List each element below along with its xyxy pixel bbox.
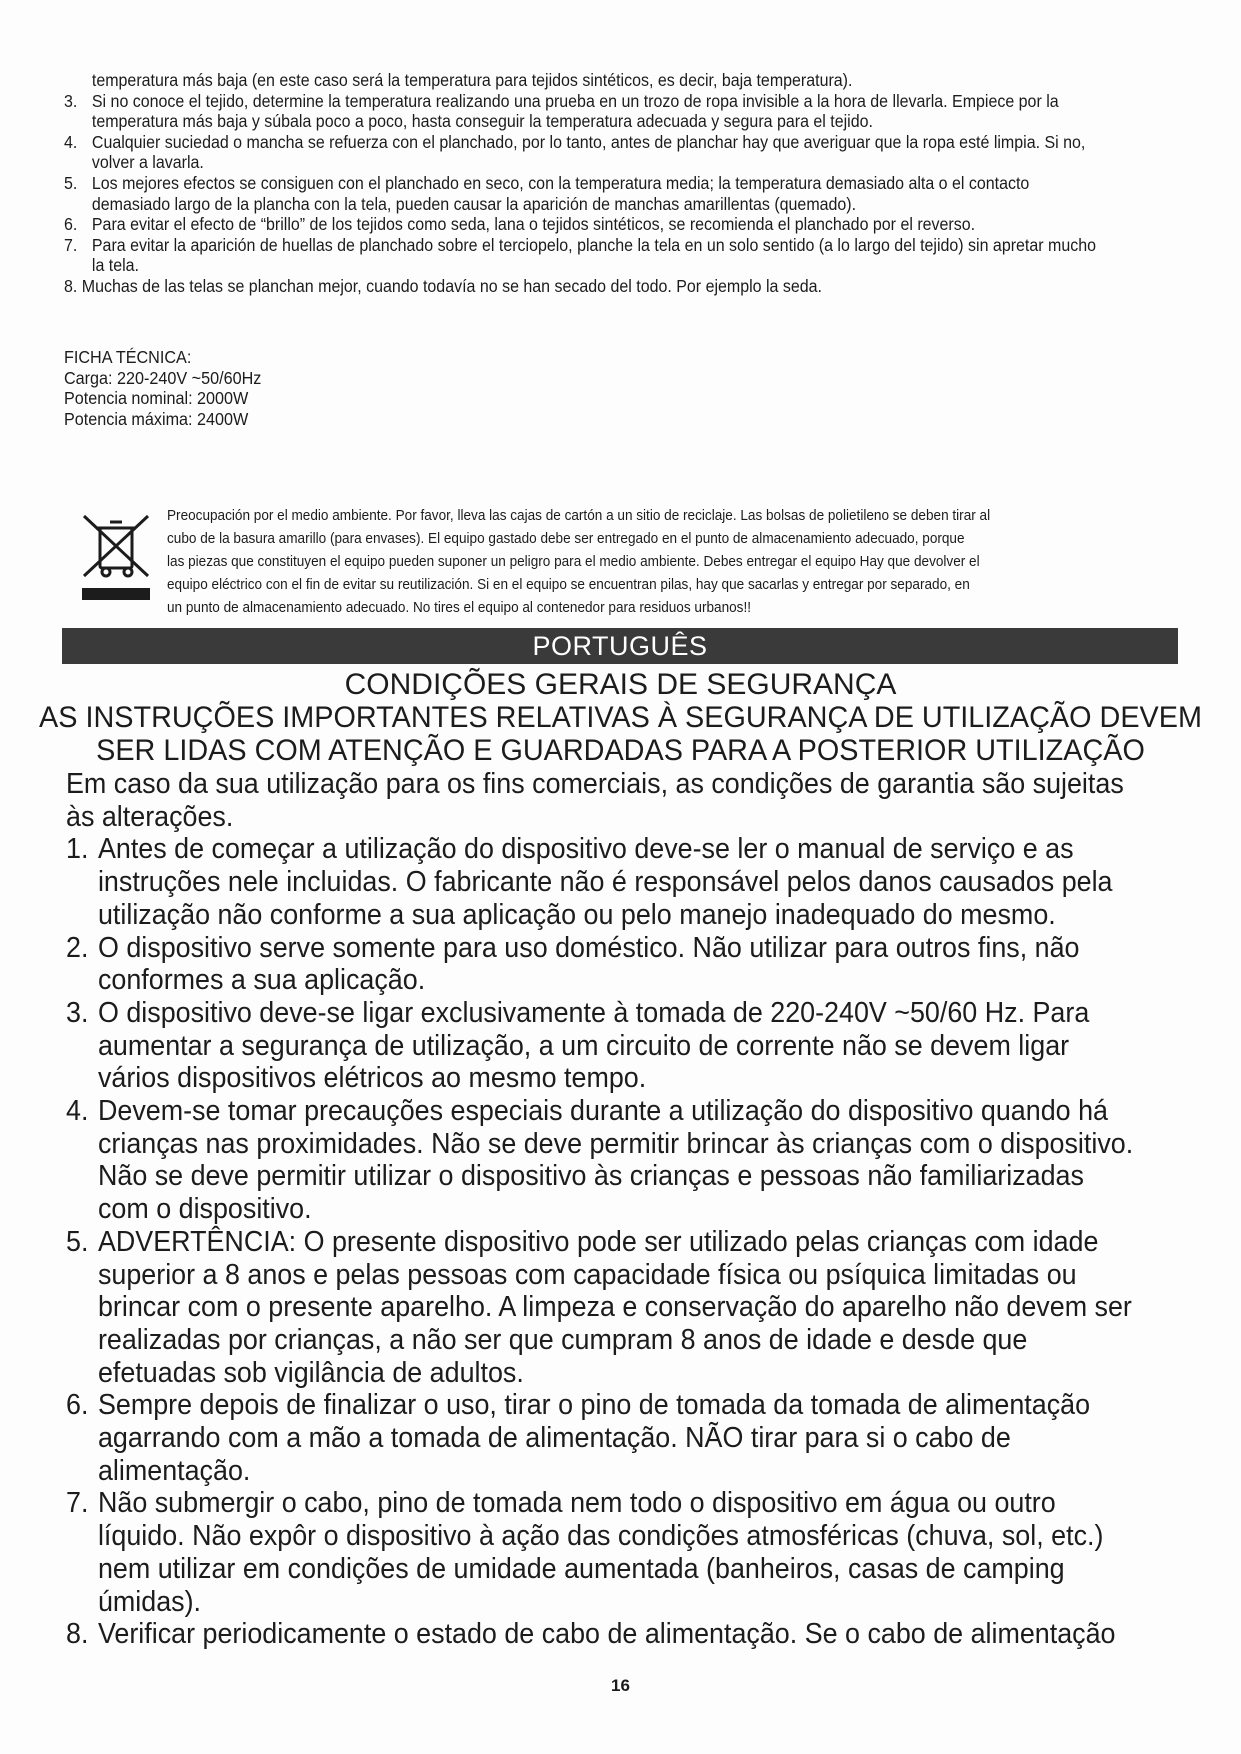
list-number: 7. — [64, 234, 78, 255]
list-number: 6. — [66, 1389, 89, 1422]
spanish-instructions — [64, 70, 1106, 297]
section-heading: CONDIÇÕES GERAIS DE SEGURANÇA — [344, 668, 897, 701]
language-section-bar: PORTUGUÊS — [62, 628, 1178, 664]
spec-nominal-power: Potencia nominal: 2000W — [64, 388, 249, 408]
list-text: Los mejores efectos se consiguen con el planchado en seco, con la temperatura media; la temperatura demasiado alta o el contacto demasiado largo de la plancha con la tela, pueden causar la aparición de manchas amarillentas (quemado). — [91, 172, 1030, 214]
list-text: Para evitar la aparición de huellas de planchado sobre el terciopelo, planche la tela en un solo sentido (a lo largo del tejido) sin apretar mucho la tela. — [91, 234, 1096, 276]
spec-voltage: Carga: 220-240V ~50/60Hz — [64, 367, 262, 388]
environment-line: Preocupación por el medio ambiente. Por favor, lleva las cajas de cartón a un sitio de reciclaje. Las bolsas de polietileno se deben tirar al — [167, 508, 991, 524]
list-number: 5. — [64, 172, 78, 193]
environment-line: las piezas que constituyen el equipo pueden suponer un peligro para el medio ambiente. Debes entregar el equipo Hay que devolver el — [167, 554, 980, 570]
list-text: Para evitar el efecto de “brillo” de los tejidos como seda, lana o tejidos sintéticos, se recomienda el planchado por el reverso. — [91, 214, 976, 235]
technical-sheet — [64, 347, 261, 429]
technical-sheet-title: FICHA TÉCNICA: — [64, 347, 192, 367]
list-text: Cualquier suciedad o mancha se refuerza con el planchado, por lo tanto, antes de planchar hay que averiguar que la ropa esté limpia. Si no, volver a lavarla. — [91, 131, 1086, 173]
list-number: 4. — [66, 1095, 89, 1128]
list-text: Si no conoce el tejido, determine la temperatura realizando una prueba en un trozo de ropa invisible a la hora de llevarla. Empiece por la temperatura más baja y súbala poco a poco, hasta conseguir la temperatura adecuada y segura para el tejido. — [91, 90, 1059, 132]
list-text: Não submergir o cabo, pino de tomada nem todo o dispositivo em água ou outro líquido. Não expôr o dispositivo à ação das condições atmosféricas (chuva, sol, etc.) nem utilizar em condições de umidade aumentada (banheiros, casas de camping úmidas). — [97, 1487, 1104, 1618]
list-text: O dispositivo deve-se ligar exclusivamente à tomada de 220-240V ~50/60 Hz. Para aumentar a segurança de utilização, a um circuito de corrente não se devem ligar vários dispositivos elétricos ao mesmo tempo. — [97, 996, 1090, 1095]
list-text: Verificar periodicamente o estado de cabo de alimentação. Se o cabo de alimentação — [97, 1618, 1116, 1651]
list-item — [66, 1226, 1138, 1390]
environment-line: equipo eléctrico con el fin de evitar su reutilización. Si en el equipo se encuentran pilas, hay que sacarlas y entregar por separado, en — [167, 577, 970, 593]
list-item — [64, 214, 1106, 235]
list-item — [66, 932, 1138, 997]
list-text: O dispositivo serve somente para uso doméstico. Não utilizar para outros fins, não conformes a sua aplicação. — [97, 931, 1080, 997]
environment-line: un punto de almacenamiento adecuado. No tires el equipo al contenedor para residuos urbanos!! — [167, 600, 751, 616]
list-item — [66, 1095, 1138, 1226]
list-number: 4. — [64, 131, 78, 152]
section-subheading-line2: SER LIDAS COM ATENÇÃO E GUARDADAS PARA A POSTERIOR UTILIZAÇÃO — [96, 734, 1145, 767]
list-item — [64, 132, 1106, 173]
list-text: Devem-se tomar precauções especiais durante a utilização do dispositivo quando há crianças nas proximidades. Não se deve permitir brincar às crianças com o dispositivo. Não se deve permitir utilizar o dispositivo às crianças e pessoas não familiarizadas com o dispositivo. — [97, 1095, 1134, 1226]
list-number: 7. — [66, 1487, 89, 1520]
spec-max-power: Potencia máxima: 2400W — [64, 408, 249, 429]
list-text: Sempre depois de finalizar o uso, tirar o pino de tomada da tomada de alimentação agarrando com a mão a tomada de alimentação. NÃO tirar para si o cabo de alimentação. — [97, 1389, 1091, 1487]
list-item — [66, 1618, 1138, 1651]
list-item — [64, 91, 1106, 132]
crossed-out-wheelie-bin-icon — [80, 510, 152, 605]
list-number: 2. — [66, 931, 89, 964]
intro-paragraph: Em caso da sua utilização para os fins comerciais, as condições de garantia são sujeitas às alterações. — [66, 768, 1124, 833]
list-number: 3. — [66, 996, 89, 1029]
list-number: 3. — [64, 90, 78, 111]
environment-notice — [167, 505, 1106, 620]
list-item — [64, 235, 1106, 276]
section-subheading-line1: AS INSTRUÇÕES IMPORTANTES RELATIVAS À SEGURANÇA DE UTILIZAÇÃO DEVEM — [39, 701, 1202, 734]
spanish-continuation: temperatura más baja (en este caso será la temperatura para tejidos sintéticos, es decir, baja temperatura). — [91, 70, 853, 90]
list-item — [66, 833, 1138, 931]
list-item — [64, 173, 1106, 214]
list-number: 6. — [64, 214, 78, 235]
list-text: Antes de começar a utilização do dispositivo deve-se ler o manual de serviço e as instruções nele incluidas. O fabricante não é responsável pelos danos causados pela utilização não conforme a sua aplicação ou pelo manejo inadequado do mesmo. — [97, 833, 1113, 931]
list-number: 5. — [66, 1225, 89, 1258]
list-item — [66, 997, 1138, 1095]
list-item — [66, 1389, 1138, 1487]
list-number: 1. — [66, 833, 89, 866]
list-item — [66, 1487, 1138, 1618]
list-item-8: 8. Muchas de las telas se planchan mejor, cuando todavía no se han secado del todo. Por ejemplo la seda. — [64, 275, 822, 296]
list-number: 8. — [66, 1618, 89, 1651]
list-text: ADVERTÊNCIA: O presente dispositivo pode ser utilizado pelas crianças com idade superior a 8 anos e pelas pessoas com capacidade física ou psíquica limitadas ou brincar com o presente aparelho. A limpeza e conservação do aparelho não devem ser realizadas por crianças, a não ser que cumpram 8 anos de idade e desde que efetuadas sob vigilância de adultos. — [97, 1225, 1132, 1389]
environment-line: cubo de la basura amarillo (para envases). El equipo gastado debe ser entregado en el punto de almacenamiento adecuado, porque — [167, 531, 965, 547]
portuguese-instructions — [66, 768, 1138, 1651]
page-number: 16 — [611, 1676, 630, 1695]
